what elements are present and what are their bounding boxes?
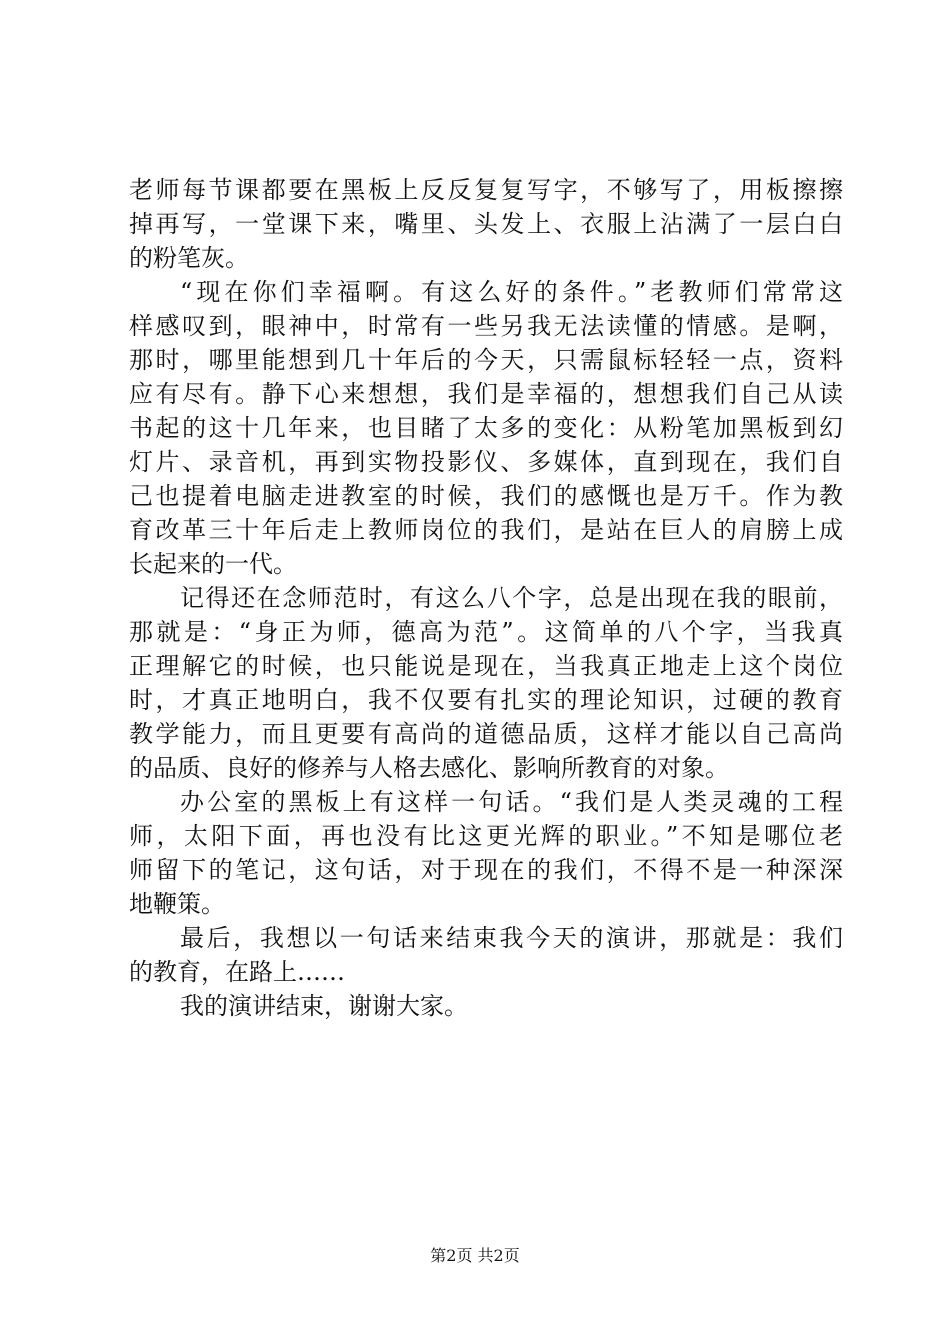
speech-body-text bbox=[129, 173, 843, 1023]
text-line: 灯片、录音机，再到实物投影仪、多媒体，直到现在，我们自 bbox=[129, 448, 843, 476]
text-line: 的品质、良好的修养与人格去感化、影响所教育的对象。 bbox=[129, 754, 729, 782]
text-line: 样感叹到，眼神中，时常有一些另我无法读懂的情感。是啊， bbox=[129, 312, 843, 340]
text-line: 书起的这十几年来，也目睹了太多的变化：从粉笔加黑板到幻 bbox=[129, 414, 843, 442]
text-line: 育改革三十年后走上教师岗位的我们，是站在巨人的肩膀上成 bbox=[129, 516, 843, 544]
text-line: “现在你们幸福啊。有这么好的条件。”老教师们常常这 bbox=[180, 278, 843, 306]
text-line: 应有尽有。静下心来想想，我们是幸福的，想想我们自己从读 bbox=[129, 380, 843, 408]
text-line: 师留下的笔记，这句话，对于现在的我们，不得不是一种深深 bbox=[129, 856, 843, 884]
text-line: 掉再写，一堂课下来，嘴里、头发上、衣服上沾满了一层白白 bbox=[129, 210, 843, 238]
text-line: 记得还在念师范时，有这么八个字，总是出现在我的眼前， bbox=[180, 584, 843, 612]
text-line: 那就是：“身正为师，德高为范”。这简单的八个字，当我真 bbox=[129, 618, 843, 646]
text-line: 的粉笔灰。 bbox=[129, 244, 249, 272]
text-line: 正理解它的时候，也只能说是现在，当我真正地走上这个岗位 bbox=[129, 652, 843, 680]
text-line: 教学能力，而且更要有高尚的道德品质，这样才能以自己高尚 bbox=[129, 720, 843, 748]
text-line: 地鞭策。 bbox=[129, 890, 225, 918]
page-number-footer: 第2页 共2页 bbox=[430, 1246, 520, 1265]
text-line: 老师每节课都要在黑板上反反复复写字，不够写了，用板擦擦 bbox=[129, 176, 843, 204]
text-line: 己也提着电脑走进教室的时候，我们的感慨也是万千。作为教 bbox=[129, 482, 843, 510]
text-line: 长起来的一代。 bbox=[129, 550, 297, 578]
text-line: 的教育，在路上…… bbox=[129, 958, 345, 986]
text-line: 我的演讲结束，谢谢大家。 bbox=[180, 992, 468, 1020]
text-line: 最后，我想以一句话来结束我今天的演讲，那就是：我们 bbox=[180, 924, 843, 952]
text-line: 时，才真正地明白，我不仅要有扎实的理论知识，过硬的教育 bbox=[129, 686, 843, 714]
text-line: 办公室的黑板上有这样一句话。“我们是人类灵魂的工程 bbox=[180, 788, 843, 816]
text-line: 那时，哪里能想到几十年后的今天，只需鼠标轻轻一点，资料 bbox=[129, 346, 843, 374]
text-line: 师，太阳下面，再也没有比这更光辉的职业。”不知是哪位老 bbox=[129, 822, 843, 850]
